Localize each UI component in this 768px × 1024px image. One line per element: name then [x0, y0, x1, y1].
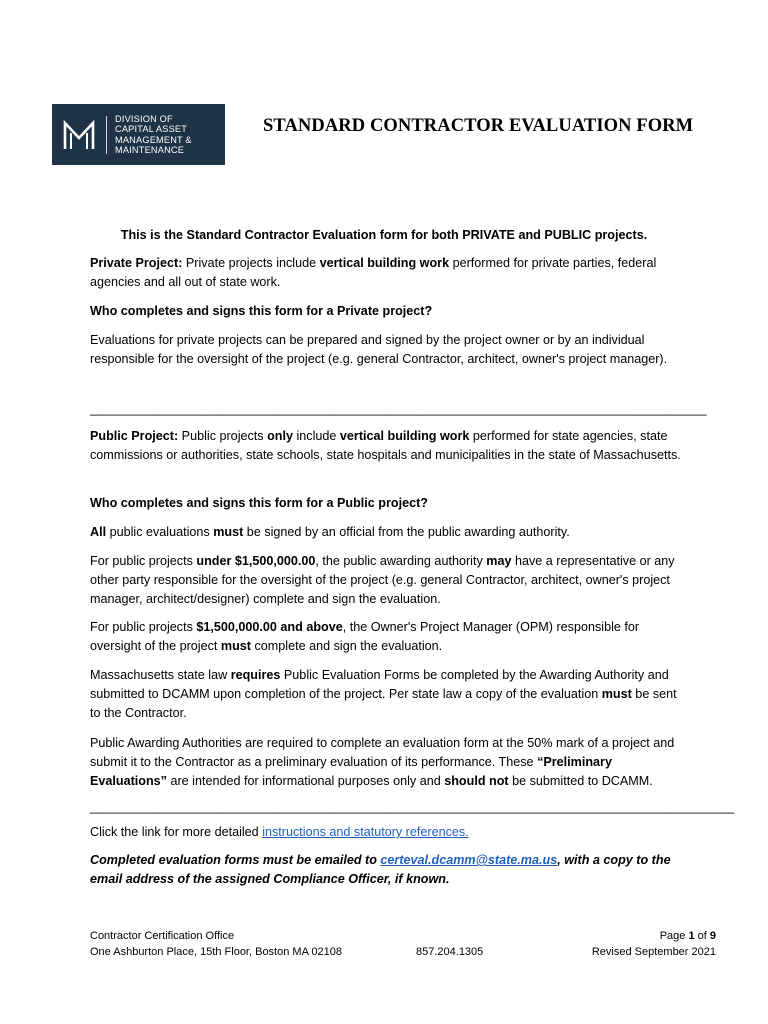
private-project-paragraph: Private Project: Private projects include vertical building work performed for private parties, federal agencies and all out of state work. — [90, 256, 657, 289]
logo-line: MANAGEMENT & — [115, 134, 192, 145]
instructions-paragraph: Click the link for more detailed instructions and statutory references. — [90, 825, 469, 839]
dcamm-logo — [52, 104, 225, 165]
public-paragraph-1: All public evaluations must be signed by an official from the public awarding authority. — [90, 525, 570, 539]
divider-line: ________________________________________________________________________________________ — [90, 402, 707, 416]
private-answer: Evaluations for private projects can be prepared and signed by the project owner or by an individual responsible for the oversight of the project (e.g. general Contractor, architect, owner's project manager). — [90, 333, 668, 366]
page-number: Page 1 of 9 — [659, 930, 716, 942]
public-paragraph-5: Public Awarding Authorities are required to complete an evaluation form at the 50% mark of a project and submit it to the Contractor as a preliminary evaluation of its performance. These “Preliminary Evaluations” are intended for informational purposes only and should not be submitted to DCAMM. — [90, 736, 675, 788]
email-paragraph: Completed evaluation forms must be emailed to certeval.dcamm@state.ma.us, with a copy to the email address of the assigned Compliance Officer, if known. — [90, 853, 671, 886]
footer-address: One Ashburton Place, 15th Floor, Boston MA 02108 — [90, 946, 342, 958]
logo-text — [115, 114, 192, 156]
logo-line: DIVISION OF — [115, 113, 173, 124]
divider-line: ____________________________________________________________________________________________ — [90, 800, 735, 814]
private-question: Who completes and signs this form for a Private project? — [90, 304, 433, 318]
public-project-paragraph: Public Project: Public projects only include vertical building work performed for state agencies, state commissions or authorities, state schools, state hospitals and municipalities in the state of Massachusetts. — [90, 429, 681, 462]
public-question: Who completes and signs this form for a Public project? — [90, 496, 428, 510]
footer-office: Contractor Certification Office — [90, 930, 235, 942]
logo-line: CAPITAL ASSET — [115, 124, 188, 135]
footer-left — [90, 928, 342, 960]
public-project-label: Public Project: — [90, 429, 179, 443]
email-link[interactable]: certeval.dcamm@state.ma.us — [380, 853, 558, 867]
instructions-link[interactable]: instructions and statutory references. — [262, 825, 469, 839]
dcamm-m-icon — [52, 104, 106, 165]
footer-right — [592, 928, 716, 960]
public-paragraph-3: For public projects $1,500,000.00 and above, the Owner's Project Manager (OPM) responsible for oversight of the project must complete and sign the evaluation. — [90, 620, 640, 653]
private-project-label: Private Project: — [90, 256, 183, 270]
revised-date: Revised September 2021 — [591, 946, 716, 958]
public-paragraph-2: For public projects under $1,500,000.00, the public awarding authority may have a representative or any other party responsible for the oversight of the project (e.g. general Contractor, architect, owner's project manager, architect/designer) complete and sign the evaluation. — [90, 554, 675, 606]
public-paragraph-4: Massachusetts state law requires Public Evaluation Forms be completed by the Awarding Authority and submitted to DCAMM upon completion of the project. Per state law a copy of the evaluation must be sent to the Contractor. — [90, 668, 677, 720]
form-title: STANDARD CONTRACTOR EVALUATION FORM — [263, 116, 694, 136]
logo-divider — [106, 116, 107, 154]
intro-text: This is the Standard Contractor Evaluation form for both PRIVATE and PUBLIC projects. — [120, 228, 648, 242]
logo-line: MAINTENANCE — [115, 144, 185, 155]
footer-phone: 857.204.1305 — [416, 946, 484, 958]
